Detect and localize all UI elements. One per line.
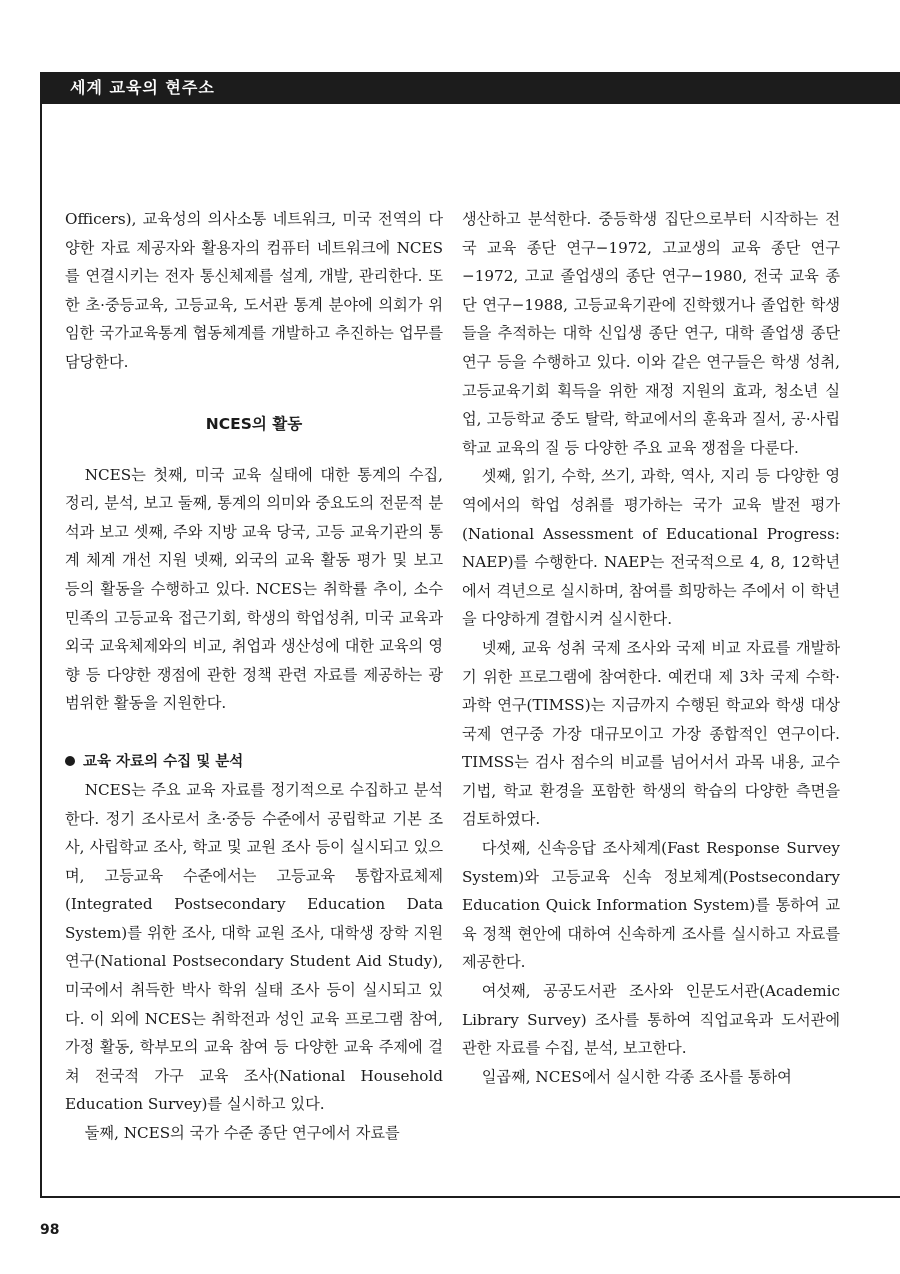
right-paragraph-6: 일곱째, NCES에서 실시한 각종 조사를 통하여 <box>481 1067 792 1086</box>
section-heading: NCES의 활동 <box>205 414 303 433</box>
right-paragraph-3: 넷째, 교육 성취 국제 조사와 국제 비교 자료를 개발하기 위한 프로그램에 참여한다. 예컨대 제 3차 국제 수학·과학 연구(TIMSS)는 지금까지 수행된 학교와 학생 대상 국제 연구중 가장 대규모이고 가장 종합적인 연구이다. TIMSS는 검사 점수의 비교를 넘어서서 과목 내용, 교수 기법, 학교 환경을 포함한 학생의 학습의 다양한 측면을 검토하였다. <box>462 638 840 829</box>
left-paragraph-2: NCES는 첫째, 미국 교육 실태에 대한 통계의 수집, 정리, 분석, 보고 둘째, 통계의 의미와 중요도의 전문적 분석과 보고 셋째, 주와 지방 교육 당국, 고등 교육기관의 통계 체계 개선 지원 넷째, 외국의 교육 활동 평가 및 보고 등의 활동을 수행하고 있다. NCES는 취학률 추이, 소수민족의 고등교육 접근기회, 학생의 학업성취, 미국 교육과 외국 교육체제와의 비교, 취업과 생산성에 대한 교육의 영향 등 다양한 쟁점에 관한 정책 관련 자료를 제공하는 광범위한 활동을 지원한다. <box>65 465 443 713</box>
left-paragraph-3: NCES는 주요 교육 자료를 정기적으로 수집하고 분석한다. 정기 조사로서 초·중등 수준에서 공립학교 기본 조사, 사립학교 조사, 학교 및 교원 조사 등이 실시되고 있으며, 고등교육 수준에서는 고등교육 통합자료체제(Integrated Postsecondary Education Data System)를 위한 조사, 대학 교원 조사, 대학생 장학 지원 연구(National Postsecondary Student Aid Study), 미국에서 취득한 박사 학위 실태 조사 등이 실시되고 있다. 이 외에 NCES는 취학전과 성인 교육 프로그램 참여, 가정 활동, 학부모의 교육 참여 등 다양한 교육 주제에 걸쳐 전국적 가구 교육 조사(National Household Education Survey)를 실시하고 있다. <box>65 780 443 1114</box>
right-paragraph-1: 생산하고 분석한다. 중등학생 집단으로부터 시작하는 전국 교육 종단 연구−1972, 고교생의 교육 종단 연구 −1972, 고교 졸업생의 종단 연구−1980, 전국 교육 종단 연구−1988, 고등교육기관에 진학했거나 졸업한 학생들을 추적하는 대학 신입생 종단 연구, 대학 졸업생 종단 연구 등을 수행하고 있다. 이와 같은 연구들은 학생 성취, 고등교육기회 획득을 위한 재정 지원의 효과, 청소년 실업, 고등학교 중도 탈락, 학교에서의 훈육과 질서, 공·사립학교 교육의 질 등 다양한 주요 교육 쟁점을 다룬다. <box>462 210 840 457</box>
page-number: 98 <box>40 1222 60 1238</box>
right-paragraph-2: 셋째, 읽기, 수학, 쓰기, 과학, 역사, 지리 등 다양한 영역에서의 학업 성취를 평가하는 국가 교육 발전 평가(National Assessment of Educational Progress: NAEP)를 수행한다. NAEP는 전국적으로 4, 8, 12학년에서 격년으로 실시하며, 참여를 희망하는 주에서 이 학년을 다양하게 결합시켜 실시한다. <box>462 467 840 629</box>
bottom-frame-rule <box>40 1196 900 1198</box>
left-frame-rule <box>40 104 42 1198</box>
left-paragraph-4: 둘째, NCES의 국가 수준 종단 연구에서 자료를 <box>84 1124 400 1143</box>
right-column <box>462 205 840 1091</box>
bullet-icon <box>65 756 75 766</box>
bullet-heading-text: 교육 자료의 수집 및 분석 <box>83 753 244 770</box>
left-column <box>65 205 443 1148</box>
right-paragraph-4: 다섯째, 신속응답 조사체계(Fast Response Survey System)와 고등교육 신속 정보체계(Postsecondary Education Quick Information System)를 통하여 교육 정책 현안에 대하여 신속하게 조사를 실시하고 자료를 제공한다. <box>462 839 840 972</box>
running-header-title: 세계 교육의 현주소 <box>70 78 215 97</box>
right-paragraph-5: 여섯째, 공공도서관 조사와 인문도서관(Academic Library Survey) 조사를 통하여 직업교육과 도서관에 관한 자료를 수집, 분석, 보고한다. <box>462 982 840 1058</box>
left-paragraph-1: Officers), 교육성의 의사소통 네트워크, 미국 전역의 다양한 자료 제공자와 활용자의 컴퓨터 네트워크에 NCES를 연결시키는 전자 통신체제를 설계, 개발, 관리한다. 또한 초·중등교육, 고등교육, 도서관 통계 분야에 의회가 위임한 국가교육통계 협동체계를 개발하고 추진하는 업무를 담당한다. <box>65 210 443 371</box>
running-header-bar <box>40 72 900 104</box>
bullet-heading <box>65 748 443 776</box>
